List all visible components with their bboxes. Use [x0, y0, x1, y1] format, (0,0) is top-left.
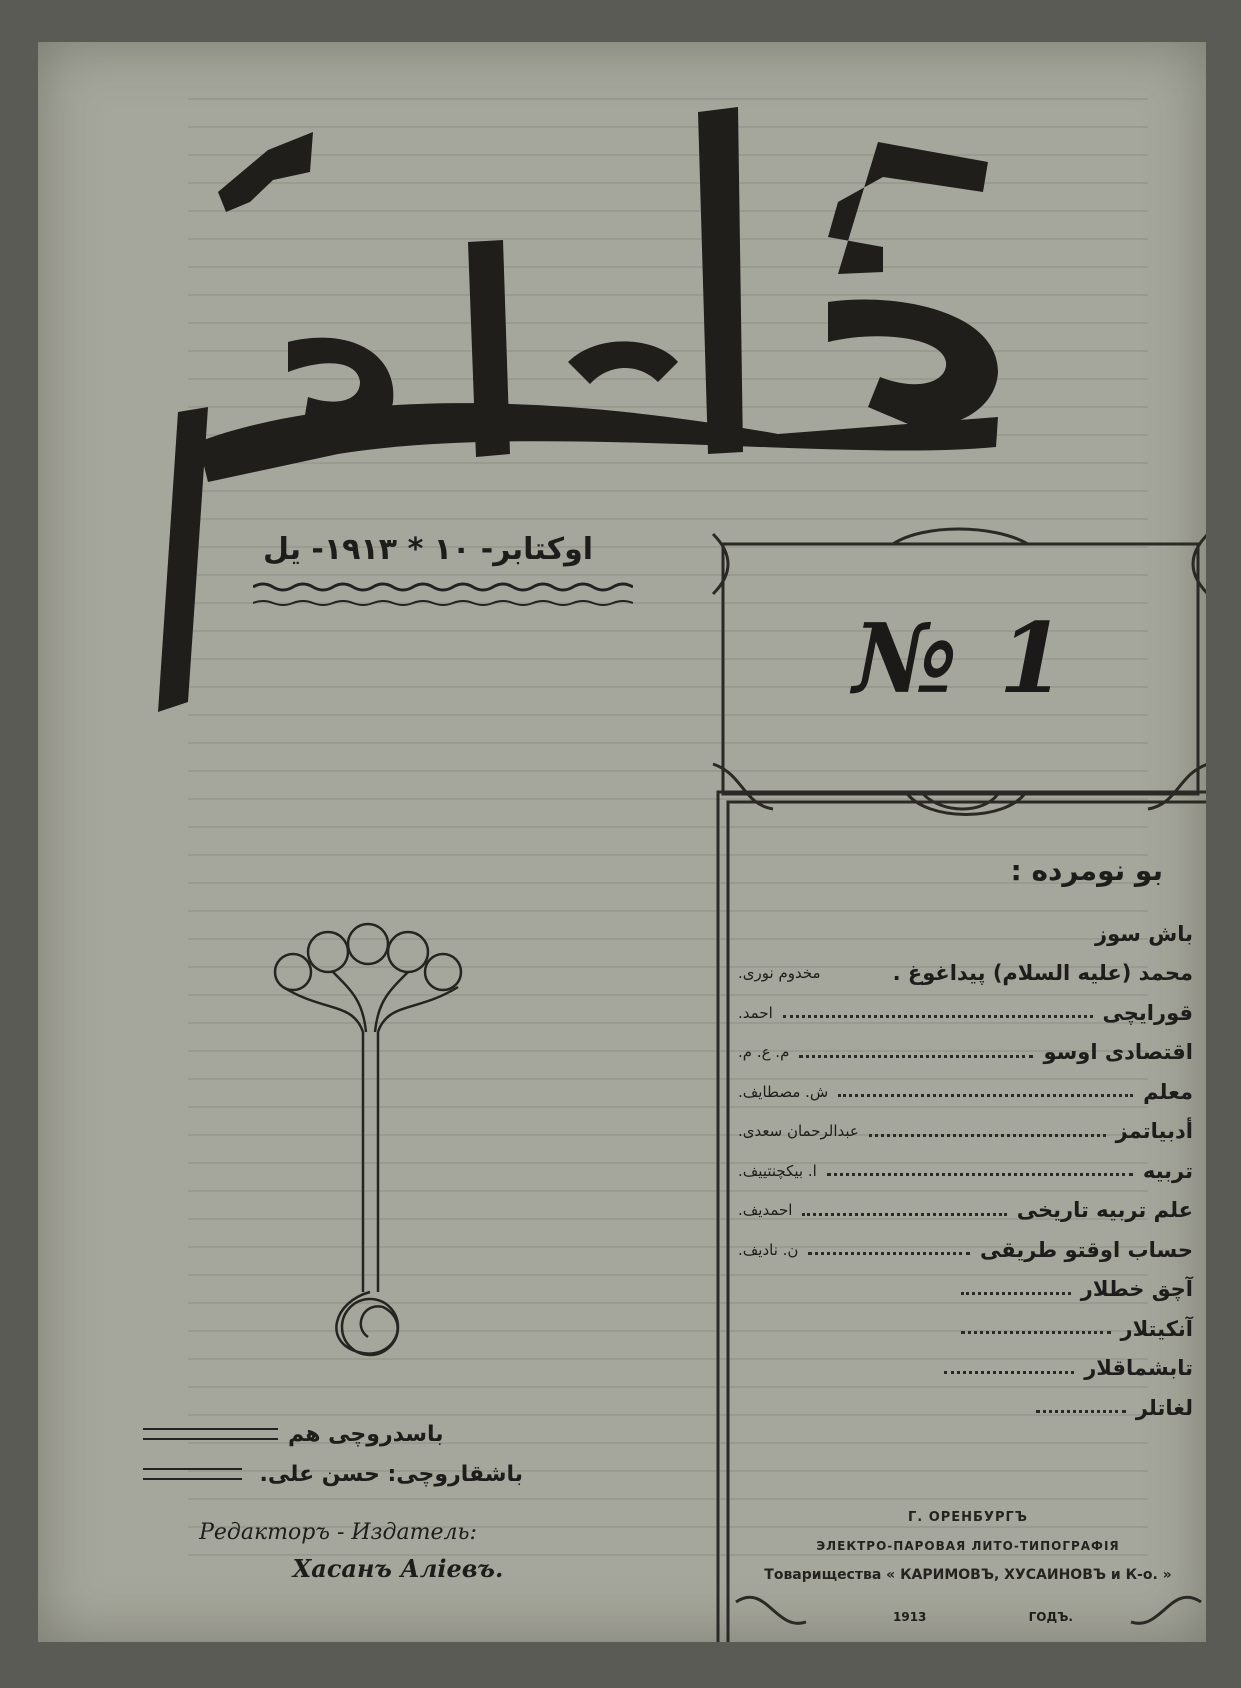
toc-item — [738, 1191, 1193, 1231]
toc-item — [738, 1230, 1193, 1270]
imprint-press: ЭЛЕКТРО-ПАРОВАЯ ЛИТО-ТИПОГРАФІЯ — [816, 1539, 1120, 1553]
leader-dots — [838, 1094, 1133, 1097]
floral-ornament — [263, 922, 478, 1367]
imprint-year-line — [893, 1610, 1073, 1624]
toc-item-title: لغاتلر — [1135, 1395, 1193, 1420]
imprint-year: 1913 — [893, 1610, 927, 1624]
staff-row — [143, 1454, 523, 1494]
toc-item-title: قورايچى — [1102, 1000, 1193, 1025]
issue-date: اوكتابر- ١٠ * ١٩١٣- يل — [262, 532, 594, 567]
leader-dots — [961, 1292, 1071, 1295]
staff-row — [143, 1414, 523, 1454]
wavy-rule — [253, 577, 633, 617]
toc-item-title: آچق خطلار — [1080, 1277, 1193, 1302]
toc-item-author: ا. بيكچنتييف. — [738, 1161, 817, 1180]
toc-item — [738, 1072, 1193, 1112]
toc-item-title: محمد (عليه السلام) پيداغوغ . — [892, 961, 1193, 986]
toc-item-title: أدبياتمز — [1115, 1119, 1193, 1144]
double-rule — [143, 1428, 278, 1440]
toc-item — [738, 1309, 1193, 1349]
toc-item-author: عبدالرحمان سعدى. — [738, 1122, 859, 1141]
leader-dots — [869, 1134, 1106, 1137]
staff-editor-publisher: باسدروچى هم — [288, 1421, 444, 1447]
imprint-city: Г. ОРЕНБУРГЪ — [907, 1510, 1029, 1525]
toc-item-author: ن. ناديف. — [738, 1240, 799, 1259]
toc-item-title: تابشماقلار — [1084, 1356, 1193, 1381]
toc-item-title: علم تربيه تاريخى — [1016, 1198, 1193, 1223]
toc-item-author: ش. مصطايف. — [738, 1082, 829, 1101]
toc-item-title: حساب اوقتو طريقى — [980, 1237, 1193, 1262]
contents-heading: بو نومرده : — [1010, 854, 1163, 887]
leader-dots — [802, 1213, 1006, 1216]
toc-item — [738, 914, 1193, 954]
contents-list — [738, 914, 1193, 1428]
toc-item — [738, 1349, 1193, 1389]
toc-item-author: مخدوم نورى. — [738, 964, 821, 983]
issue-number: № 1 — [853, 602, 1070, 715]
leader-dots — [827, 1173, 1133, 1176]
printer-imprint — [728, 1510, 1206, 1583]
imprint-company: Товарищества « КАРИМОВЪ, ХУСАИНОВЪ и К-о. » — [764, 1567, 1172, 1583]
magazine-cover — [38, 42, 1206, 1642]
staff-chief: باشقاروچى: حسن على. — [259, 1461, 523, 1487]
leader-dots — [783, 1015, 1093, 1018]
toc-item-title: معلم — [1143, 1079, 1193, 1104]
leader-dots — [799, 1055, 1033, 1058]
staff-credits — [143, 1414, 523, 1494]
imprint-year-word: ГОДЪ. — [1028, 1610, 1073, 1624]
toc-item-author: م. ع. م. — [738, 1043, 790, 1062]
toc-item-title: تربيه — [1142, 1158, 1193, 1183]
leader-dots — [961, 1331, 1111, 1334]
toc-item — [738, 954, 1193, 994]
toc-item-title: اقتصادى اوسو — [1043, 1040, 1193, 1065]
leader-dots — [808, 1252, 970, 1255]
toc-item — [738, 993, 1193, 1033]
toc-item-author: احمد. — [738, 1003, 773, 1022]
toc-item-author: احمديف. — [738, 1201, 793, 1220]
toc-item-title: آنكيتلار — [1120, 1316, 1193, 1341]
flower-tree-icon — [263, 922, 478, 1367]
toc-item — [738, 1388, 1193, 1428]
editor-role: Редакторъ - Издатель: — [199, 1520, 477, 1545]
toc-item — [738, 1033, 1193, 1073]
leader-dots — [1036, 1410, 1126, 1413]
editor-name: Хасанъ Аліевъ. — [292, 1554, 504, 1583]
leader-dots — [944, 1371, 1074, 1374]
toc-item-title: باش سوز — [1095, 921, 1193, 946]
toc-item — [738, 1270, 1193, 1310]
toc-item — [738, 1151, 1193, 1191]
double-rule — [143, 1468, 242, 1480]
toc-item — [738, 1112, 1193, 1152]
